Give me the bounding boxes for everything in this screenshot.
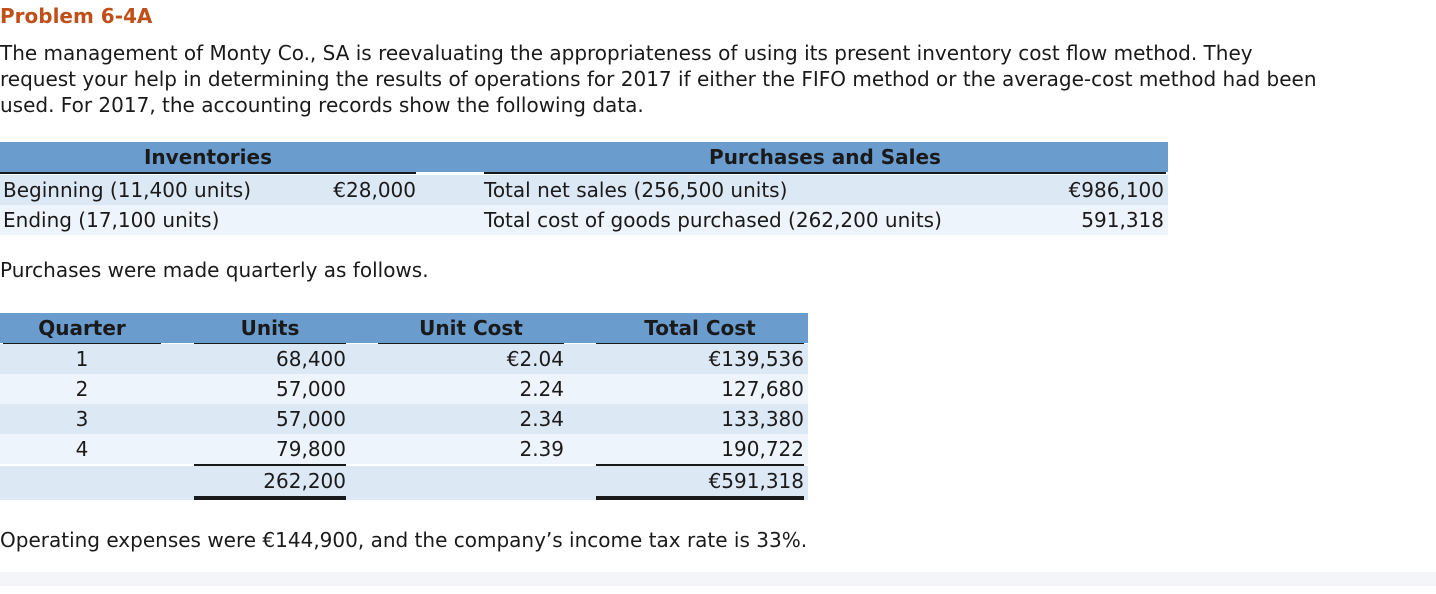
table-row xyxy=(0,175,1168,205)
total-cost-cell: 127,680 xyxy=(721,377,804,401)
table-header-row xyxy=(0,142,1168,172)
units-cell: 57,000 xyxy=(276,407,346,431)
units-cell: 79,800 xyxy=(276,437,346,461)
inventory-label: Beginning (11,400 units) xyxy=(3,178,252,202)
unit-cost-cell: €2.04 xyxy=(506,347,564,371)
inventory-value: €28,000 xyxy=(333,178,416,202)
quarter-cell: 1 xyxy=(75,347,89,371)
table-row xyxy=(0,404,808,434)
units-total: 262,200 xyxy=(194,464,346,500)
intro-line-3: used. For 2017, the accounting records show the following data. xyxy=(0,93,644,117)
total-cost-cell: €139,536 xyxy=(708,347,804,371)
table-header-row xyxy=(0,313,808,343)
purchases-note: Purchases were made quarterly as follows. xyxy=(0,258,429,282)
inventory-label: Ending (17,100 units) xyxy=(3,208,220,232)
header-quarter: Quarter xyxy=(3,313,161,345)
intro-line-1: The management of Monty Co., SA is reevaluating the appropriateness of using its present inventory cost flow method. They xyxy=(0,41,1253,65)
problem-title: Problem 6-4A xyxy=(0,4,153,28)
quarter-cell: 3 xyxy=(75,407,89,431)
table-total-row xyxy=(0,466,808,500)
header-unit-cost: Unit Cost xyxy=(378,313,564,345)
unit-cost-cell: 2.39 xyxy=(519,437,564,461)
header-units: Units xyxy=(194,313,346,345)
quarter-cell: 2 xyxy=(75,377,89,401)
units-cell: 68,400 xyxy=(276,347,346,371)
header-total-cost: Total Cost xyxy=(596,313,804,345)
table-row xyxy=(0,374,808,404)
quarter-cell: 4 xyxy=(75,437,89,461)
units-cell: 57,000 xyxy=(276,377,346,401)
purchases-sales-header: Purchases and Sales xyxy=(484,142,1166,174)
intro-line-2: request your help in determining the results of operations for 2017 if either the FIFO method or the average-cost method had been xyxy=(0,67,1317,91)
bottom-divider xyxy=(0,572,1436,586)
inventories-header: Inventories xyxy=(0,142,416,174)
table-row xyxy=(0,434,808,464)
sales-value: €986,100 xyxy=(1068,178,1164,202)
problem-description xyxy=(0,40,1436,118)
total-cost-cell: 190,722 xyxy=(721,437,804,461)
total-cost-cell: 133,380 xyxy=(721,407,804,431)
unit-cost-cell: 2.34 xyxy=(519,407,564,431)
operating-expenses-note: Operating expenses were €144,900, and the company’s income tax rate is 33%. xyxy=(0,528,808,552)
sales-label: Total net sales (256,500 units) xyxy=(484,178,788,202)
total-cost-total: €591,318 xyxy=(596,464,804,500)
purchases-label: Total cost of goods purchased (262,200 units) xyxy=(484,208,942,232)
table-row xyxy=(0,344,808,374)
unit-cost-cell: 2.24 xyxy=(519,377,564,401)
table-row xyxy=(0,205,1168,235)
purchases-value: 591,318 xyxy=(1081,208,1164,232)
